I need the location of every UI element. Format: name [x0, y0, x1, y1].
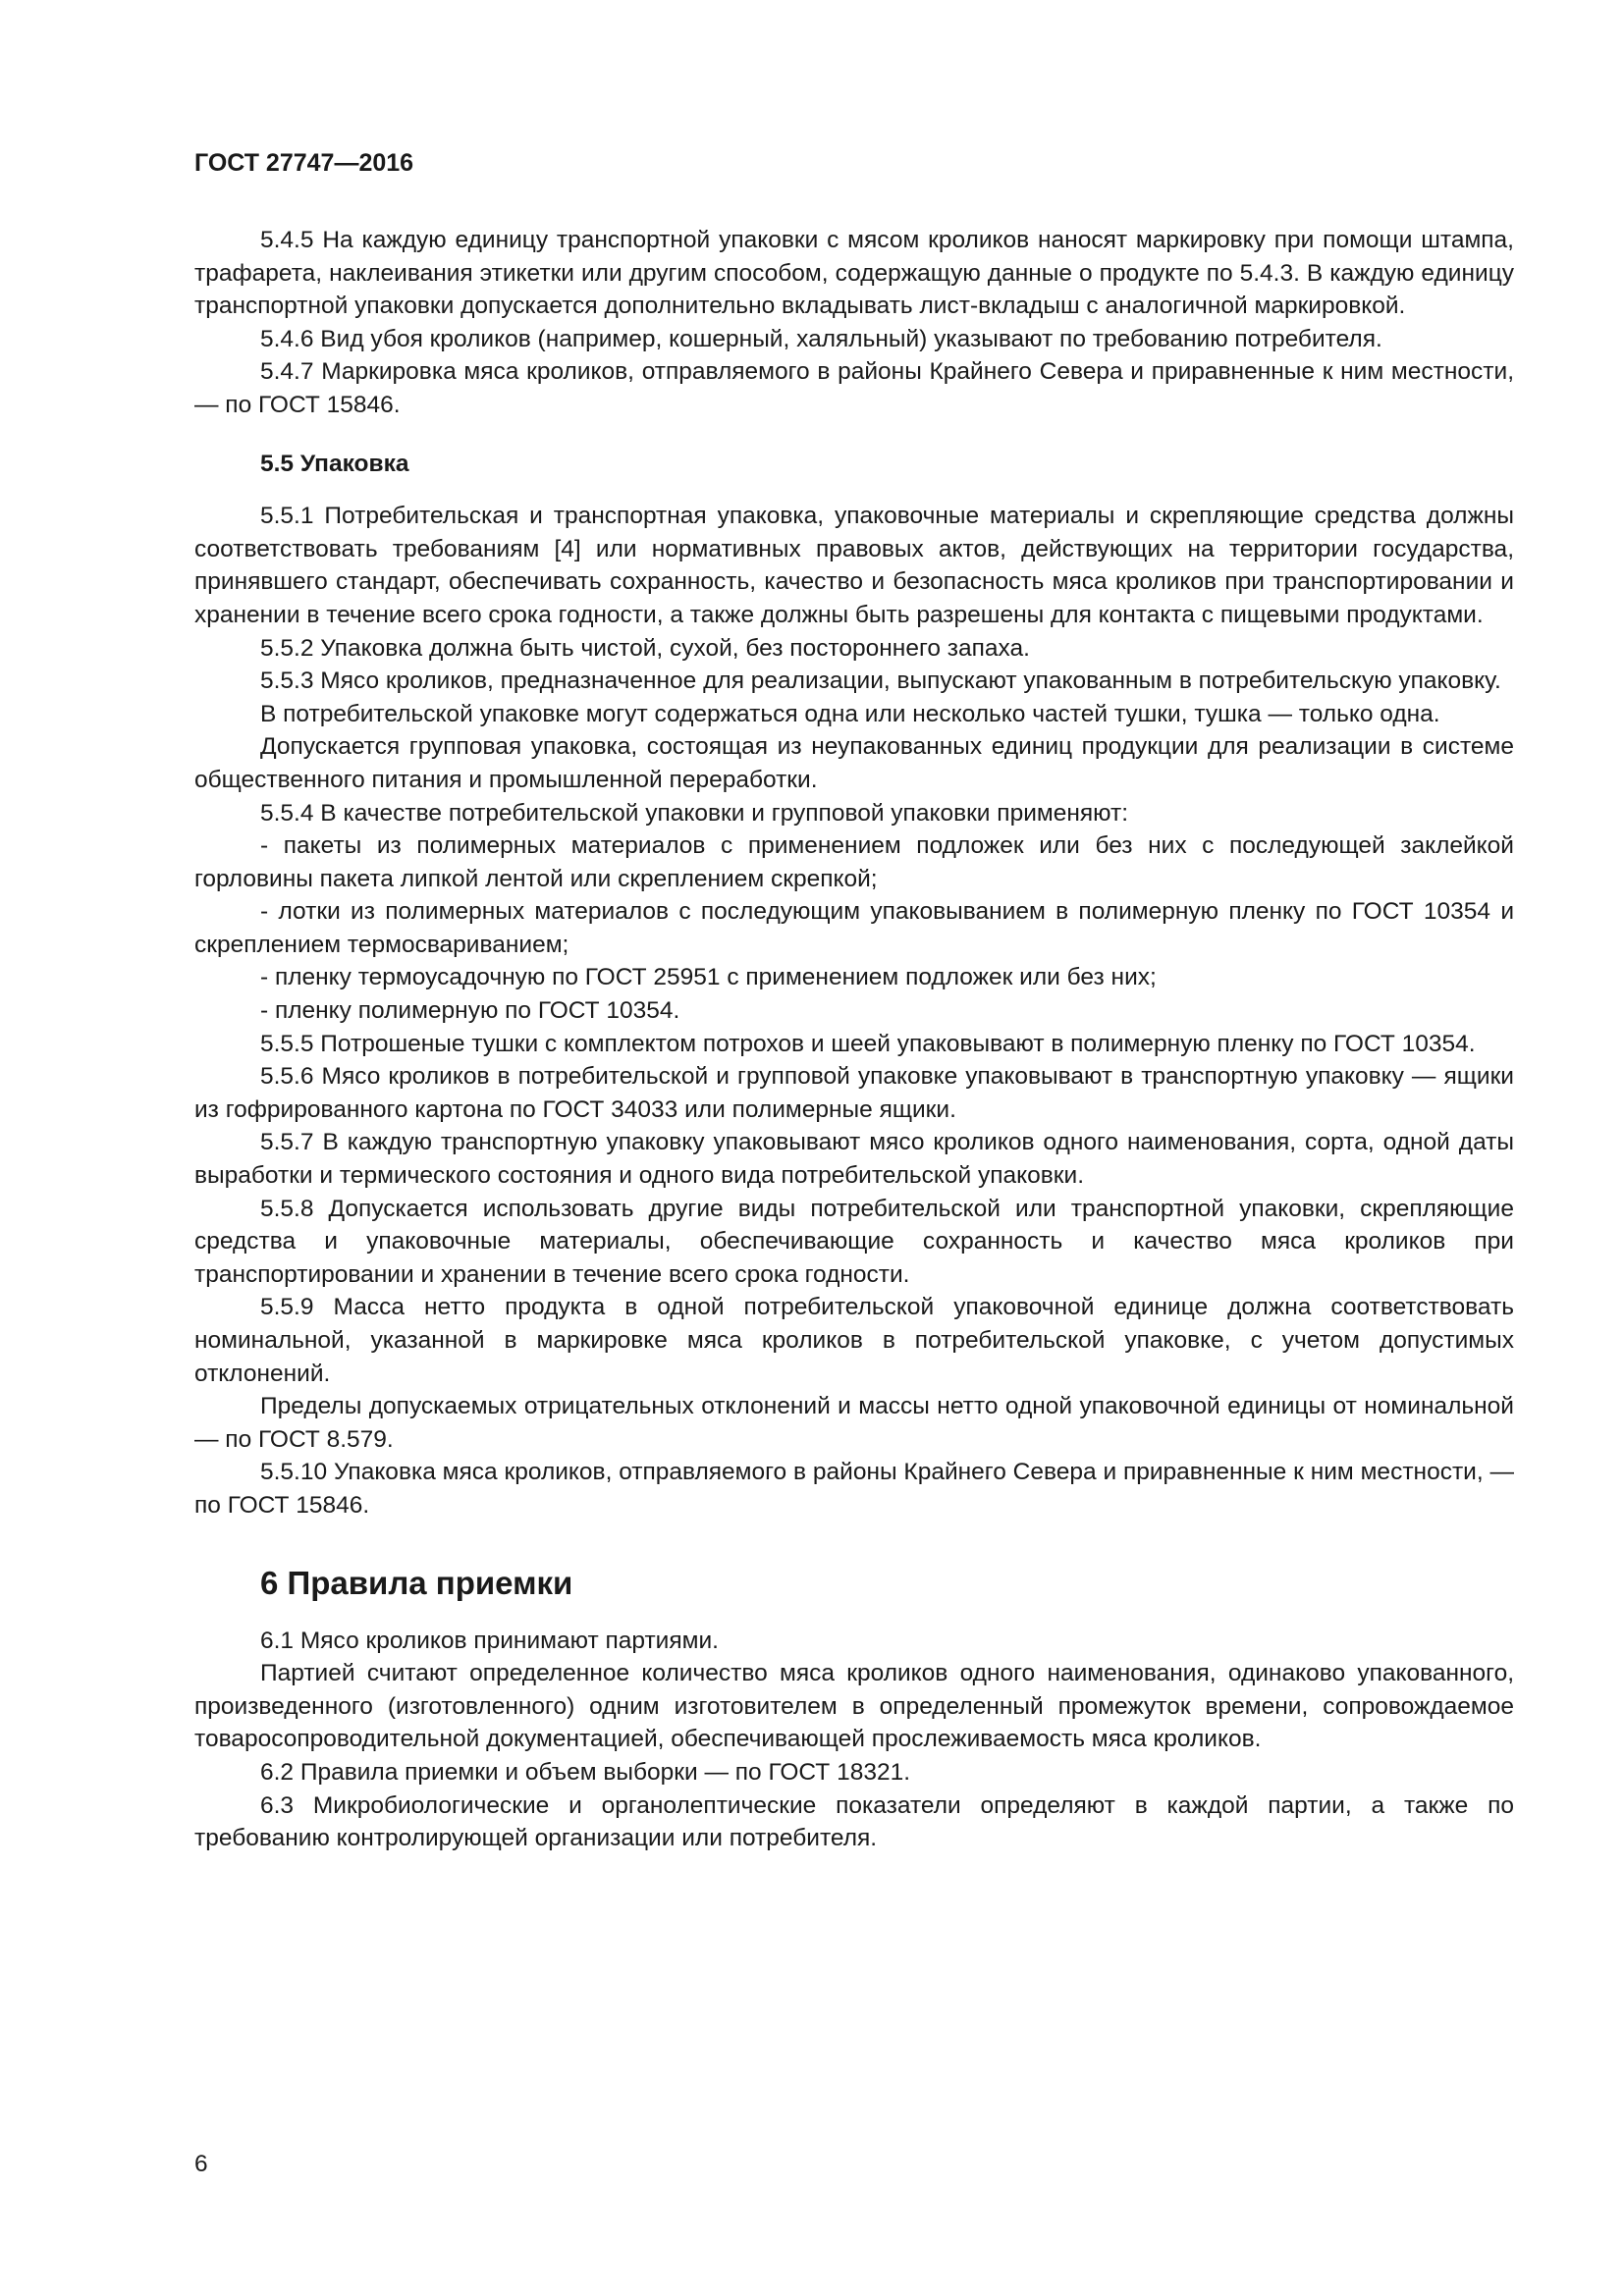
document-page: [194, 147, 1514, 1855]
paragraph-5-4-7: 5.4.7 Маркировка мяса кроликов, отправляемого в районы Крайнего Севера и приравненные к ним местности, — по ГОСТ 15846.: [194, 358, 1514, 418]
paragraph-6-2: 6.2 Правила приемки и объем выборки — по ГОСТ 18321.: [260, 1758, 911, 1786]
paragraph-5-4-5: 5.4.5 На каждую единицу транспортной упаковки с мясом кроликов наносят маркировку при помощи штампа, трафарета, наклеивания этикетки или другим способом, содержащую данные о продукте по 5.4.3. В каждую единицу транспортной упаковки допускается дополнительно вкладывать лист-вкладыш с аналогичной маркировкой.: [194, 227, 1514, 320]
paragraph-6-1: 6.1 Мясо кроликов принимают партиями.: [260, 1627, 719, 1654]
list-item-packages: - пакеты из полимерных материалов с применением подложек или без них с последующей заклейкой горловины пакета липкой лентой или скреплением скрепкой;: [194, 832, 1514, 892]
list-item-shrink-film: - пленку термоусадочную по ГОСТ 25951 с применением подложек или без них;: [260, 964, 1157, 991]
paragraph-5-5-9: 5.5.9 Масса нетто продукта в одной потребительской упаковочной единице должна соответствовать номинальной, указанной в маркировке мяса кроликов в потребительской упаковке, с учетом допустимых отклонений.: [194, 1294, 1514, 1387]
paragraph-5-5-7: 5.5.7 В каждую транспортную упаковку упаковывают мясо кроликов одного наименования, сорта, одной даты выработки и термического состояния и одного вида потребительской упаковки.: [194, 1129, 1514, 1190]
document-header: ГОСТ 27747—2016: [194, 149, 414, 177]
paragraph-5-5-8: 5.5.8 Допускается использовать другие виды потребительской или транспортной упаковки, скрепляющие средства и упаковочные материалы, обеспечивающие сохранность и качество мяса кроликов при транспортировании и хранении в течение всего срока годности.: [194, 1195, 1514, 1288]
paragraph-5-5-4: 5.5.4 В качестве потребительской упаковки и групповой упаковки применяют:: [260, 799, 1129, 827]
subsection-title-5-5: 5.5 Упаковка: [260, 450, 409, 477]
paragraph-6-1-a: Партией считают определенное количество мяса кроликов одного наименования, одинаково упакованного, произведенного (изготовленного) одним изготовителем в определенный промежуток времени, сопровождаемое товаросопроводительной документацией, обеспечивающей прослеживаемость мяса кроликов.: [194, 1660, 1514, 1753]
list-item-polymer-film: - пленку полимерную по ГОСТ 10354.: [260, 997, 680, 1025]
page-number: 6: [194, 2151, 208, 2177]
paragraph-6-3: 6.3 Микробиологические и органолептические показатели определяют в каждой партии, а также по требованию контролирующей организации или потребителя.: [194, 1791, 1514, 1852]
paragraph-5-5-6: 5.5.6 Мясо кроликов в потребительской и групповой упаковке упаковывают в транспортную упаковку — ящики из гофрированного картона по ГОСТ 34033 или полимерные ящики.: [194, 1063, 1514, 1123]
paragraph-5-5-2: 5.5.2 Упаковка должна быть чистой, сухой, без постороннего запаха.: [260, 634, 1030, 662]
list-item-trays: - лотки из полимерных материалов с последующим упаковыванием в полимерную пленку по ГОСТ 10354 и скреплением термосвариванием;: [194, 898, 1514, 958]
paragraph-5-5-3: 5.5.3 Мясо кроликов, предназначенное для реализации, выпускают упакованным в потребительскую упаковку.: [260, 667, 1501, 695]
paragraph-5-5-5: 5.5.5 Потрошеные тушки с комплектом потрохов и шеей упаковывают в полимерную пленку по ГОСТ 10354.: [260, 1030, 1476, 1057]
paragraph-5-5-1: 5.5.1 Потребительская и транспортная упаковка, упаковочные материалы и скрепляющие средства должны соответствовать требованиям [4] или нормативных правовых актов, действующих на территории государства, принявшего стандарт, обеспечивать сохранность, качество и безопасность мяса кроликов при транспортировании и хранении в течение всего срока годности, а также должны быть разрешены для контакта с пищевыми продуктами.: [194, 503, 1514, 628]
paragraph-5-5-3-b: Допускается групповая упаковка, состоящая из неупакованных единиц продукции для реализации в системе общественного питания и промышленной переработки.: [194, 733, 1514, 793]
section-title-6: 6 Правила приемки: [260, 1564, 573, 1601]
paragraph-5-5-9-a: Пределы допускаемых отрицательных отклонений и массы нетто одной упаковочной единицы от номинальной — по ГОСТ 8.579.: [194, 1393, 1514, 1453]
paragraph-5-5-3-a: В потребительской упаковке могут содержаться одна или несколько частей тушки, тушка — только одна.: [260, 700, 1440, 727]
paragraph-5-5-10: 5.5.10 Упаковка мяса кроликов, отправляемого в районы Крайнего Севера и приравненные к ним местности, — по ГОСТ 15846.: [194, 1459, 1514, 1519]
document-body: [194, 224, 1514, 1855]
paragraph-5-4-6: 5.4.6 Вид убоя кроликов (например, кошерный, халяльный) указывают по требованию потребителя.: [260, 325, 1382, 352]
